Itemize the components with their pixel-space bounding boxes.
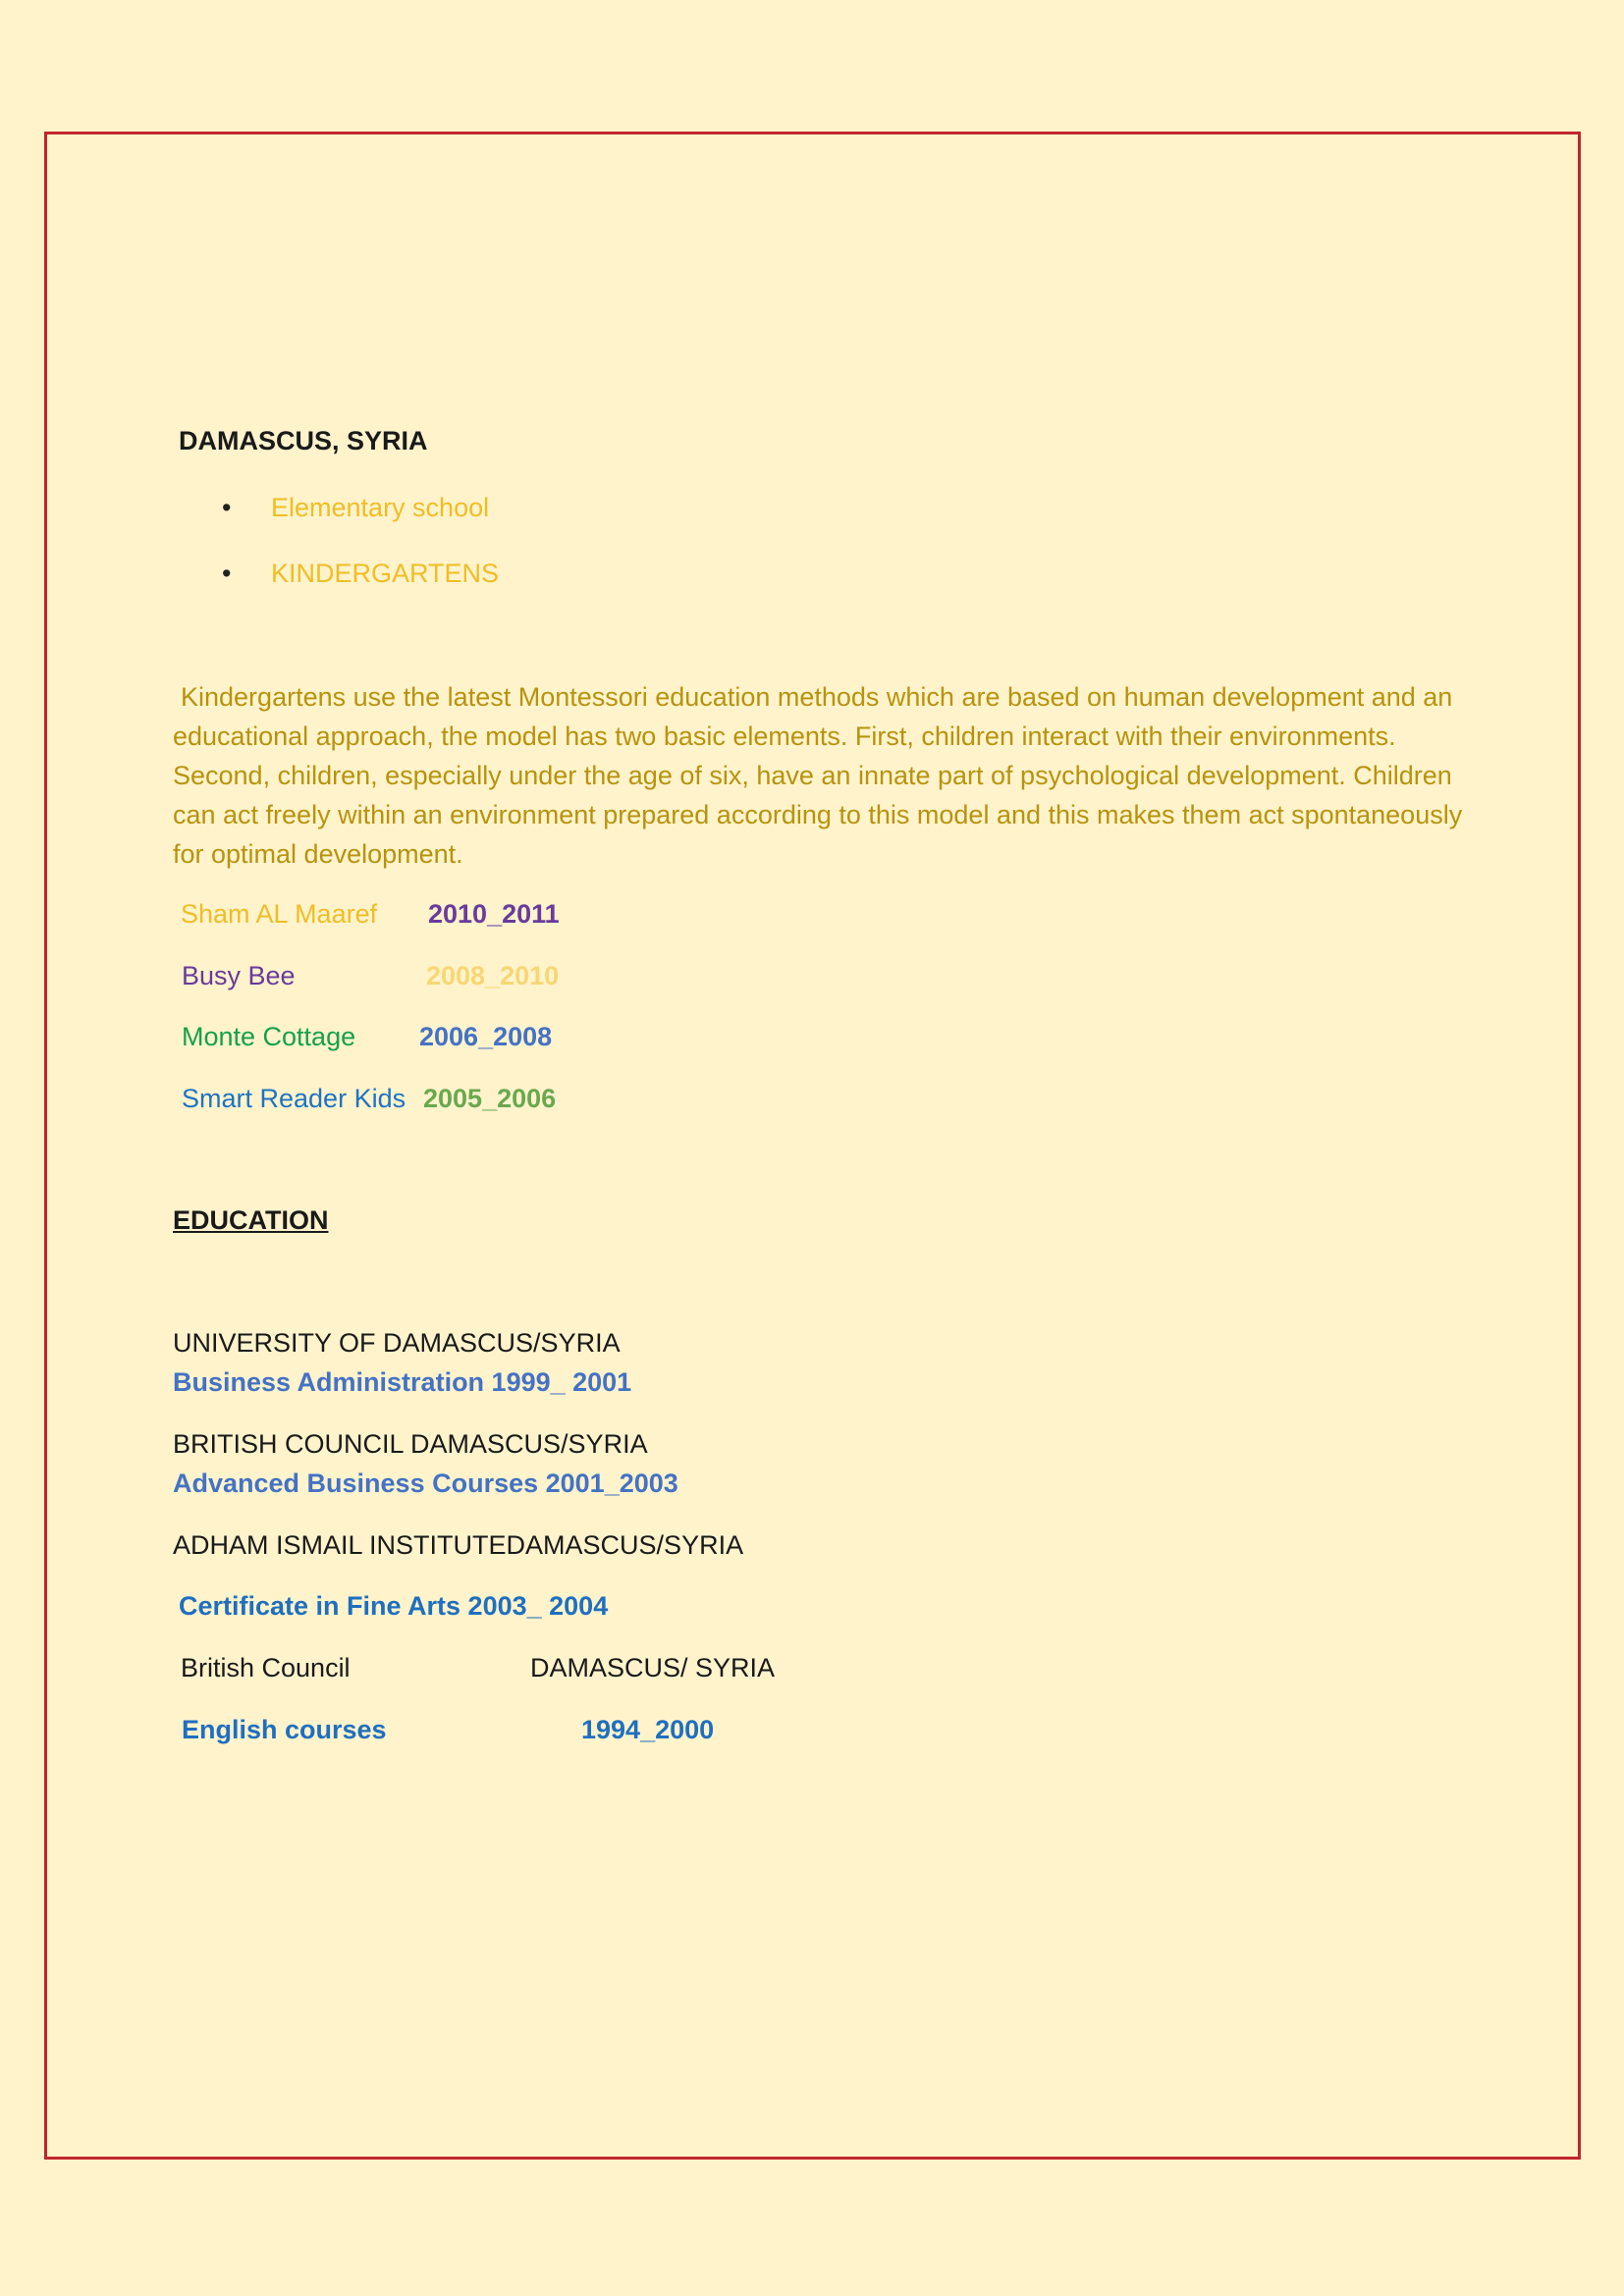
bullet-marker: • <box>222 559 232 588</box>
edu-institution: UNIVERSITY OF DAMASCUS/SYRIA <box>173 1328 621 1358</box>
bullet-elementary-school: Elementary school <box>271 493 490 522</box>
job-name-smart-reader-kids: Smart Reader Kids <box>182 1084 406 1113</box>
job-years: 2010_2011 <box>428 899 560 929</box>
education-heading: EDUCATION <box>173 1205 329 1235</box>
job-name-sham-al-maaref: Sham AL Maaref <box>181 899 378 929</box>
job-years: 2008_2010 <box>426 961 560 990</box>
job-name-monte-cottage: Monte Cottage <box>182 1022 356 1051</box>
edu-institution: ADHAM ISMAIL INSTITUTEDAMASCUS/SYRIA <box>173 1530 744 1560</box>
edu-course-years: 1994_2000 <box>581 1715 715 1744</box>
edu-institution: British Council <box>181 1653 351 1682</box>
location-heading: DAMASCUS, SYRIA <box>179 426 428 455</box>
description-paragraph: Kindergartens use the latest Montessori education methods which are based on human development and an educational approach, the model has two basic elements. First, children interact with their environments. Second, children, especially under the age of six, have an innate part of psychological development. Children can act freely within an environment prepared according to this model and this makes them act spontaneously for optimal development. <box>173 682 1463 869</box>
edu-course: English courses <box>182 1715 387 1744</box>
edu-institution-location: DAMASCUS/ SYRIA <box>530 1653 776 1682</box>
edu-course: Certificate in Fine Arts 2003_ 2004 <box>179 1591 609 1621</box>
edu-institution: BRITISH COUNCIL DAMASCUS/SYRIA <box>173 1429 648 1459</box>
job-years: 2005_2006 <box>423 1084 557 1113</box>
job-name-busy-bee: Busy Bee <box>182 961 296 990</box>
edu-course: Business Administration 1999_ 2001 <box>173 1367 632 1397</box>
bullet-kindergartens: KINDERGARTENS <box>271 559 500 588</box>
edu-course: Advanced Business Courses 2001_2003 <box>173 1468 678 1498</box>
job-years: 2006_2008 <box>419 1022 553 1051</box>
bullet-marker: • <box>222 493 232 522</box>
